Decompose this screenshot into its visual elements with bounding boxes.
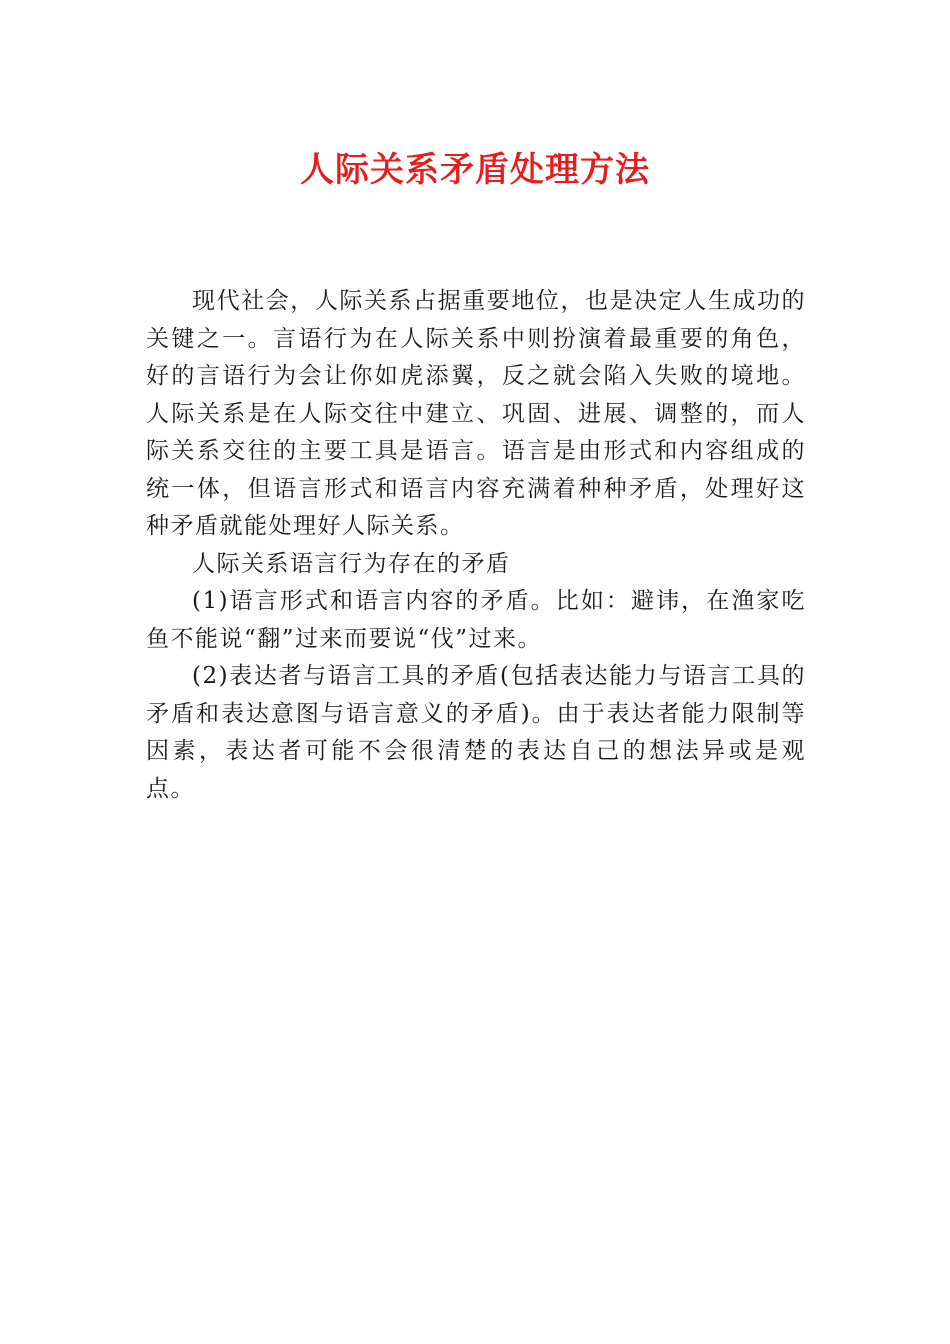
document-body xyxy=(146,283,806,808)
paragraph-point-2: (2)表达者与语言工具的矛盾(包括表达能力与语言工具的矛盾和表达意图与语言意义的矛盾)。由于表达者能力限制等因素，表达者可能不会很清楚的表达自己的想法异或是观点。 xyxy=(146,663,806,802)
paragraph-point-1: (1)语言形式和语言内容的矛盾。比如：避讳，在渔家吃鱼不能说“翻”过来而要说“伐”过来。 xyxy=(146,588,806,652)
paragraph-intro: 现代社会，人际关系占据重要地位，也是决定人生成功的关键之一。言语行为在人际关系中则扮演着最重要的角色，好的言语行为会让你如虎添翼，反之就会陷入失败的境地。人际关系是在人际交往中建立、巩固、进展、调整的，而人际关系交往的主要工具是语言。语言是由形式和内容组成的统一体，但语言形式和语言内容充满着种种矛盾，处理好这种矛盾就能处理好人际关系。 xyxy=(146,288,806,539)
document-title: 人际关系矛盾处理方法 xyxy=(300,150,650,190)
paragraph-heading: 人际关系语言行为存在的矛盾 xyxy=(192,550,511,577)
